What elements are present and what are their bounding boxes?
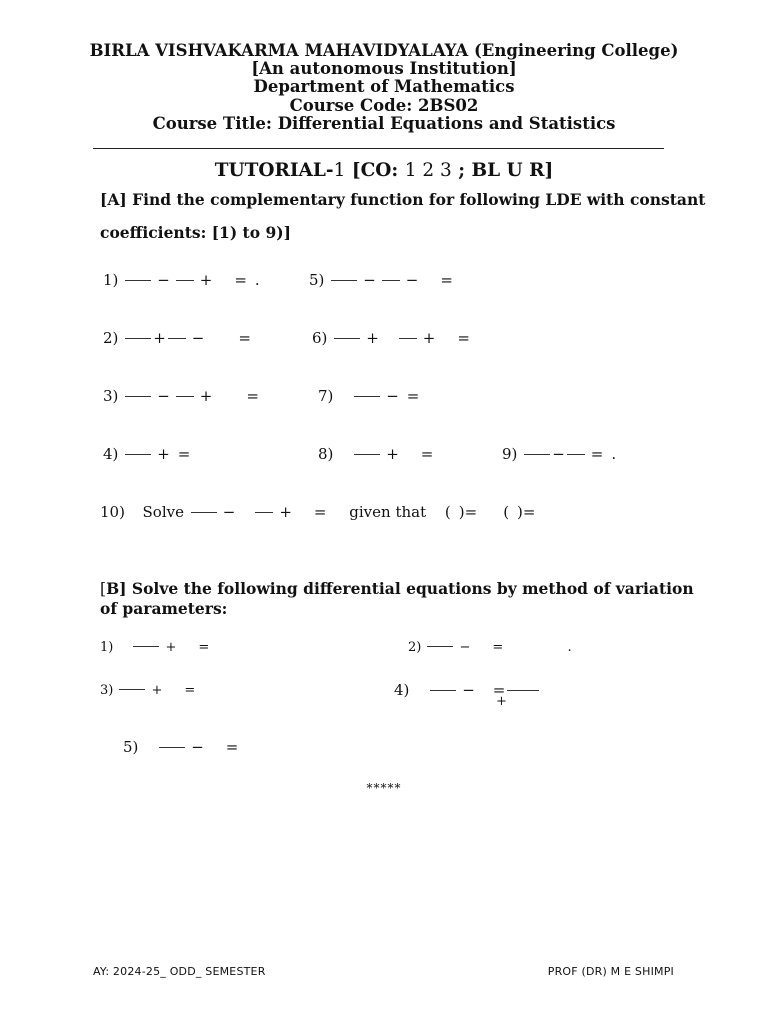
operator: + <box>199 387 213 405</box>
fraction-bar <box>176 396 194 397</box>
period: . <box>254 271 260 289</box>
fraction-bar <box>524 454 550 455</box>
fraction-bar <box>125 338 151 339</box>
question-number: 9) <box>502 445 518 463</box>
section-b-heading <box>100 579 700 619</box>
fraction-bar <box>125 280 151 281</box>
operator: + <box>165 640 177 655</box>
fraction-bar <box>159 747 185 748</box>
question-a10 <box>100 503 535 521</box>
co-numbers: 1 2 3 <box>404 160 452 181</box>
operator: − <box>386 387 399 405</box>
operator: − <box>462 681 475 699</box>
question-b3 <box>100 683 199 698</box>
period: . <box>611 445 617 463</box>
question-number: 3) <box>103 387 119 405</box>
end-marker: ***** <box>366 781 402 795</box>
question-number: 6) <box>312 329 328 347</box>
question-a5 <box>309 271 457 289</box>
question-a7 <box>318 387 423 405</box>
condition-paren: ( <box>503 503 510 521</box>
fraction-bar <box>331 280 357 281</box>
equals-sign: = <box>420 445 434 463</box>
footer-academic-year: AY: 2024-25_ ODD_ SEMESTER <box>93 965 266 978</box>
institution-type: [An autonomous Institution] <box>251 59 517 79</box>
operator: + <box>153 329 166 347</box>
question-number: 7) <box>318 387 334 405</box>
section-a-line2: coefficients: [1) to 9)] <box>100 223 291 242</box>
fraction-bar <box>168 338 186 339</box>
question-b4 <box>394 681 541 699</box>
condition-equals: )= <box>517 503 536 521</box>
question-number: 8) <box>318 445 334 463</box>
equals-sign: = <box>492 640 504 655</box>
fraction-bar <box>354 454 380 455</box>
equals-sign: = <box>492 681 506 699</box>
question-a1 <box>103 271 264 289</box>
section-a-heading <box>100 190 706 242</box>
question-number: 1) <box>103 271 119 289</box>
fraction-bar <box>399 338 417 339</box>
equals-sign: = <box>238 329 251 347</box>
question-number: 10) <box>100 503 125 521</box>
question-a6 <box>312 329 474 347</box>
operator: − <box>191 329 205 347</box>
tutorial-number: 1 <box>333 160 346 181</box>
condition-equals: )= <box>458 503 478 521</box>
fraction-bar <box>507 690 539 691</box>
college-name: BIRLA VISHVAKARMA MAHAVIDYALAYA (Engineering College) <box>89 41 679 60</box>
fraction-bar <box>382 280 400 281</box>
equals-sign: = <box>440 271 453 289</box>
operator: − <box>222 503 236 521</box>
operator: − <box>157 387 170 405</box>
denominator-operator: + <box>496 694 507 709</box>
fraction-bar <box>427 646 453 647</box>
equals-sign: = <box>177 445 191 463</box>
operator: − <box>552 445 565 463</box>
operator: + <box>151 683 163 698</box>
question-number: 5) <box>123 738 139 756</box>
operator: + <box>386 445 399 463</box>
operator: − <box>191 738 204 756</box>
fraction-bar <box>354 396 380 397</box>
question-a4 <box>103 445 194 463</box>
question-number: 5) <box>309 271 325 289</box>
section-b-text: B] Solve the following differential equations by method of variation of parameters: <box>100 579 694 618</box>
solve-label: Solve <box>142 503 184 521</box>
operator: + <box>279 503 292 521</box>
equals-sign: = <box>225 738 239 756</box>
header <box>0 42 768 133</box>
question-a8 <box>318 445 437 463</box>
fraction-bar <box>255 512 273 513</box>
period: . <box>567 640 572 655</box>
equals-sign: = <box>184 683 196 698</box>
fraction-bar <box>191 512 217 513</box>
equals-sign: = <box>198 640 210 655</box>
equals-sign: = <box>246 387 259 405</box>
question-number: 3) <box>100 683 114 698</box>
section-a-line1: [A] Find the complementary function for following LDE with constant <box>100 190 706 209</box>
equals-sign: = <box>590 445 604 463</box>
equals-sign: = <box>234 271 247 289</box>
fraction-bar <box>334 338 360 339</box>
course-title: Course Title: Differential Equations and Statistics <box>152 113 616 133</box>
fraction-bar <box>125 396 151 397</box>
tutorial-title <box>0 160 768 181</box>
course-code: Course Code: 2BS02 <box>289 95 479 115</box>
equals-sign: = <box>406 387 420 405</box>
operator: + <box>422 329 436 347</box>
question-number: 2) <box>103 329 119 347</box>
fraction-bar <box>133 646 159 647</box>
question-a9 <box>502 445 620 463</box>
question-b1 <box>100 640 213 655</box>
footer-author: PROF (DR) M E SHIMPI <box>547 965 674 978</box>
question-number: 4) <box>103 445 119 463</box>
fraction-bar <box>176 280 194 281</box>
operator: − <box>459 640 471 655</box>
header-rule <box>93 148 664 149</box>
equals-sign: = <box>457 329 470 347</box>
operator: − <box>405 271 419 289</box>
fraction-bar <box>430 690 456 691</box>
fraction-bar <box>125 454 151 455</box>
question-number: 4) <box>394 681 410 699</box>
tutorial-label: TUTORIAL- <box>214 160 334 181</box>
equals-sign: = <box>313 503 327 521</box>
given-that-label: given that <box>349 503 427 521</box>
condition-paren: ( <box>444 503 451 521</box>
department: Department of Mathematics <box>253 77 515 97</box>
bl-label: ; BL U R] <box>451 160 554 181</box>
question-b2 <box>408 640 572 655</box>
operator: + <box>366 329 379 347</box>
question-b5 <box>123 738 242 756</box>
operator: − <box>363 271 376 289</box>
question-number: 2) <box>408 640 422 655</box>
operator: − <box>157 271 170 289</box>
question-a3 <box>103 387 263 405</box>
operator: + <box>199 271 213 289</box>
operator: + <box>157 445 170 463</box>
section-b-bracket: [ <box>100 580 107 598</box>
co-label: [CO: <box>345 160 405 181</box>
fraction-bar <box>119 689 145 690</box>
question-number: 1) <box>100 640 114 655</box>
question-a2 <box>103 329 255 347</box>
fraction-bar <box>567 454 585 455</box>
